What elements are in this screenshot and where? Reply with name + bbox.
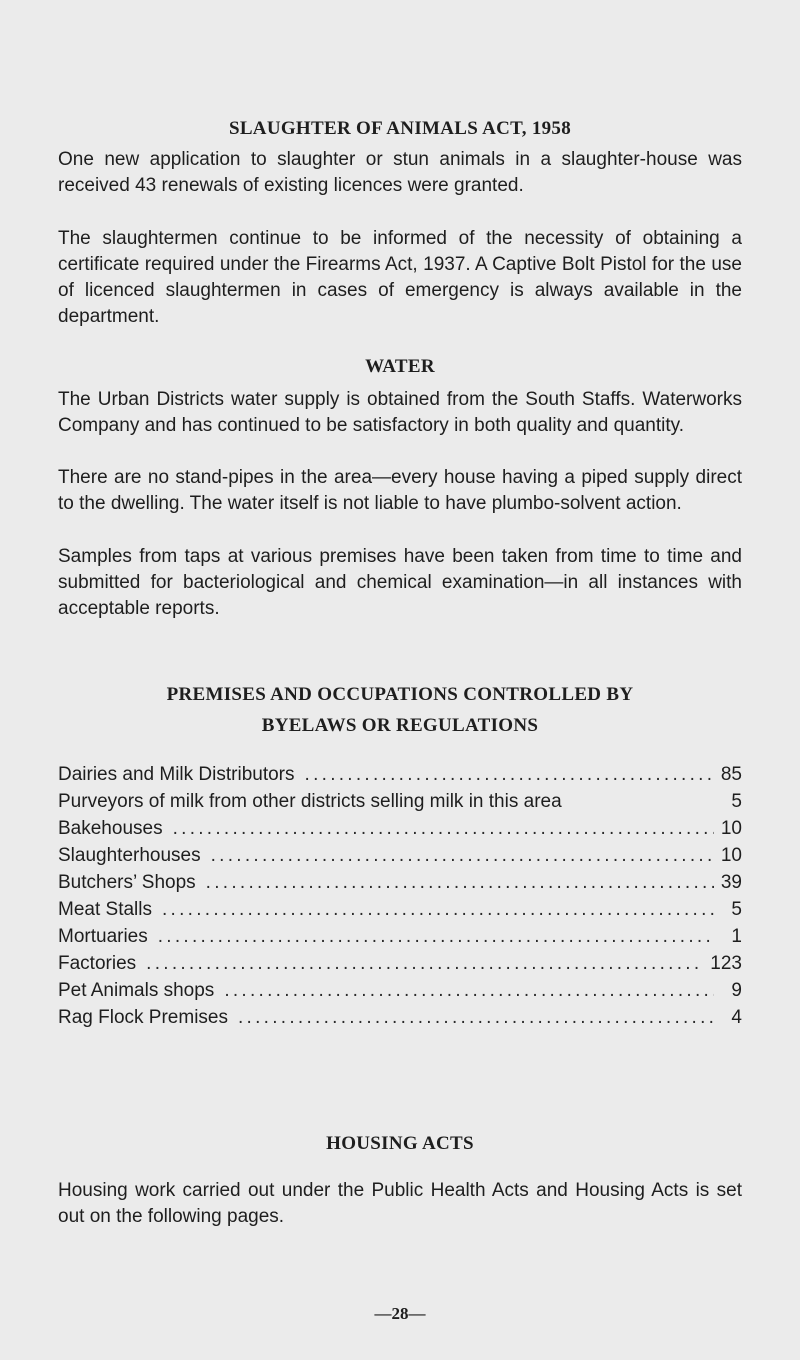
- premises-label: Butchers’ Shops: [58, 872, 196, 893]
- section-heading-premises-line2: BYELAWS OR REGULATIONS: [261, 715, 539, 736]
- premises-label: Pet Animals shops: [58, 980, 215, 1001]
- leader-dots: [173, 816, 714, 842]
- premises-label: Bakehouses: [58, 818, 163, 839]
- premises-label: Slaughterhouses: [58, 845, 201, 866]
- paragraph-water-3: Samples from taps at various premises have been taken from time to time and submitted for bacteriological and chemical examination—in all instances with acceptable reports.: [58, 546, 742, 619]
- premises-count: 1: [731, 926, 742, 947]
- premises-count: 4: [731, 1007, 742, 1028]
- premises-count: 10: [720, 818, 742, 839]
- paragraph-slaughter-2: The slaughtermen continue to be informed of the necessity of obtaining a certificate required under the Firearms Act, 1937. A Captive Bolt Pistol for the use of licenced slaughtermen in cases of emergency is always available in the department.: [58, 228, 742, 327]
- premises-count: 5: [731, 791, 742, 812]
- premises-row: [58, 816, 742, 842]
- section-heading-premises-line1: PREMISES AND OCCUPATIONS CONTROLLED BY: [166, 684, 634, 705]
- premises-label: Purveyors of milk from other districts selling milk in this area: [58, 791, 562, 812]
- leader-dots: [238, 1005, 714, 1031]
- premises-row: [58, 897, 742, 923]
- premises-label: Rag Flock Premises: [58, 1007, 228, 1028]
- section-heading-slaughter: SLAUGHTER OF ANIMALS ACT, 1958: [228, 118, 572, 139]
- premises-row: [58, 951, 742, 977]
- premises-count: 9: [731, 980, 742, 1001]
- premises-row: [58, 924, 742, 950]
- leader-dots: [224, 978, 714, 1004]
- leader-dots: [211, 843, 714, 869]
- premises-count: 85: [720, 764, 742, 785]
- premises-row: [58, 1005, 742, 1031]
- premises-row: [58, 978, 742, 1004]
- premises-count: 123: [710, 953, 742, 974]
- premises-label: Dairies and Milk Distributors: [58, 764, 295, 785]
- page-number: —28—: [374, 1304, 426, 1323]
- premises-row: [58, 789, 742, 815]
- section-heading-water: WATER: [365, 356, 435, 377]
- premises-count: 10: [720, 845, 742, 866]
- paragraph-water-2: There are no stand-pipes in the area—every house having a piped supply direct to the dwelling. The water itself is not liable to have plumbo-solvent action.: [58, 467, 742, 514]
- paragraph-slaughter-1: One new application to slaughter or stun animals in a slaughter-house was received 43 renewals of existing licences were granted.: [58, 149, 742, 196]
- paragraph-water-1: The Urban Districts water supply is obtained from the South Staffs. Waterworks Company and has continued to be satisfactory in both quality and quantity.: [58, 389, 742, 436]
- leader-dots: [146, 951, 704, 977]
- premises-label: Meat Stalls: [58, 899, 152, 920]
- premises-row: [58, 762, 742, 788]
- premises-count: 5: [731, 899, 742, 920]
- premises-label: Factories: [58, 953, 137, 974]
- section-heading-housing: HOUSING ACTS: [326, 1133, 474, 1154]
- premises-row: [58, 843, 742, 869]
- premises-label: Mortuaries: [58, 926, 148, 947]
- leader-dots: [162, 897, 714, 923]
- paragraph-housing-1: Housing work carried out under the Public Health Acts and Housing Acts is set out on the following pages.: [58, 1180, 742, 1227]
- leader-dots: [305, 762, 714, 788]
- leader-dots: [206, 870, 714, 896]
- premises-row: [58, 870, 742, 896]
- leader-dots: [158, 924, 714, 950]
- premises-count: 39: [720, 872, 742, 893]
